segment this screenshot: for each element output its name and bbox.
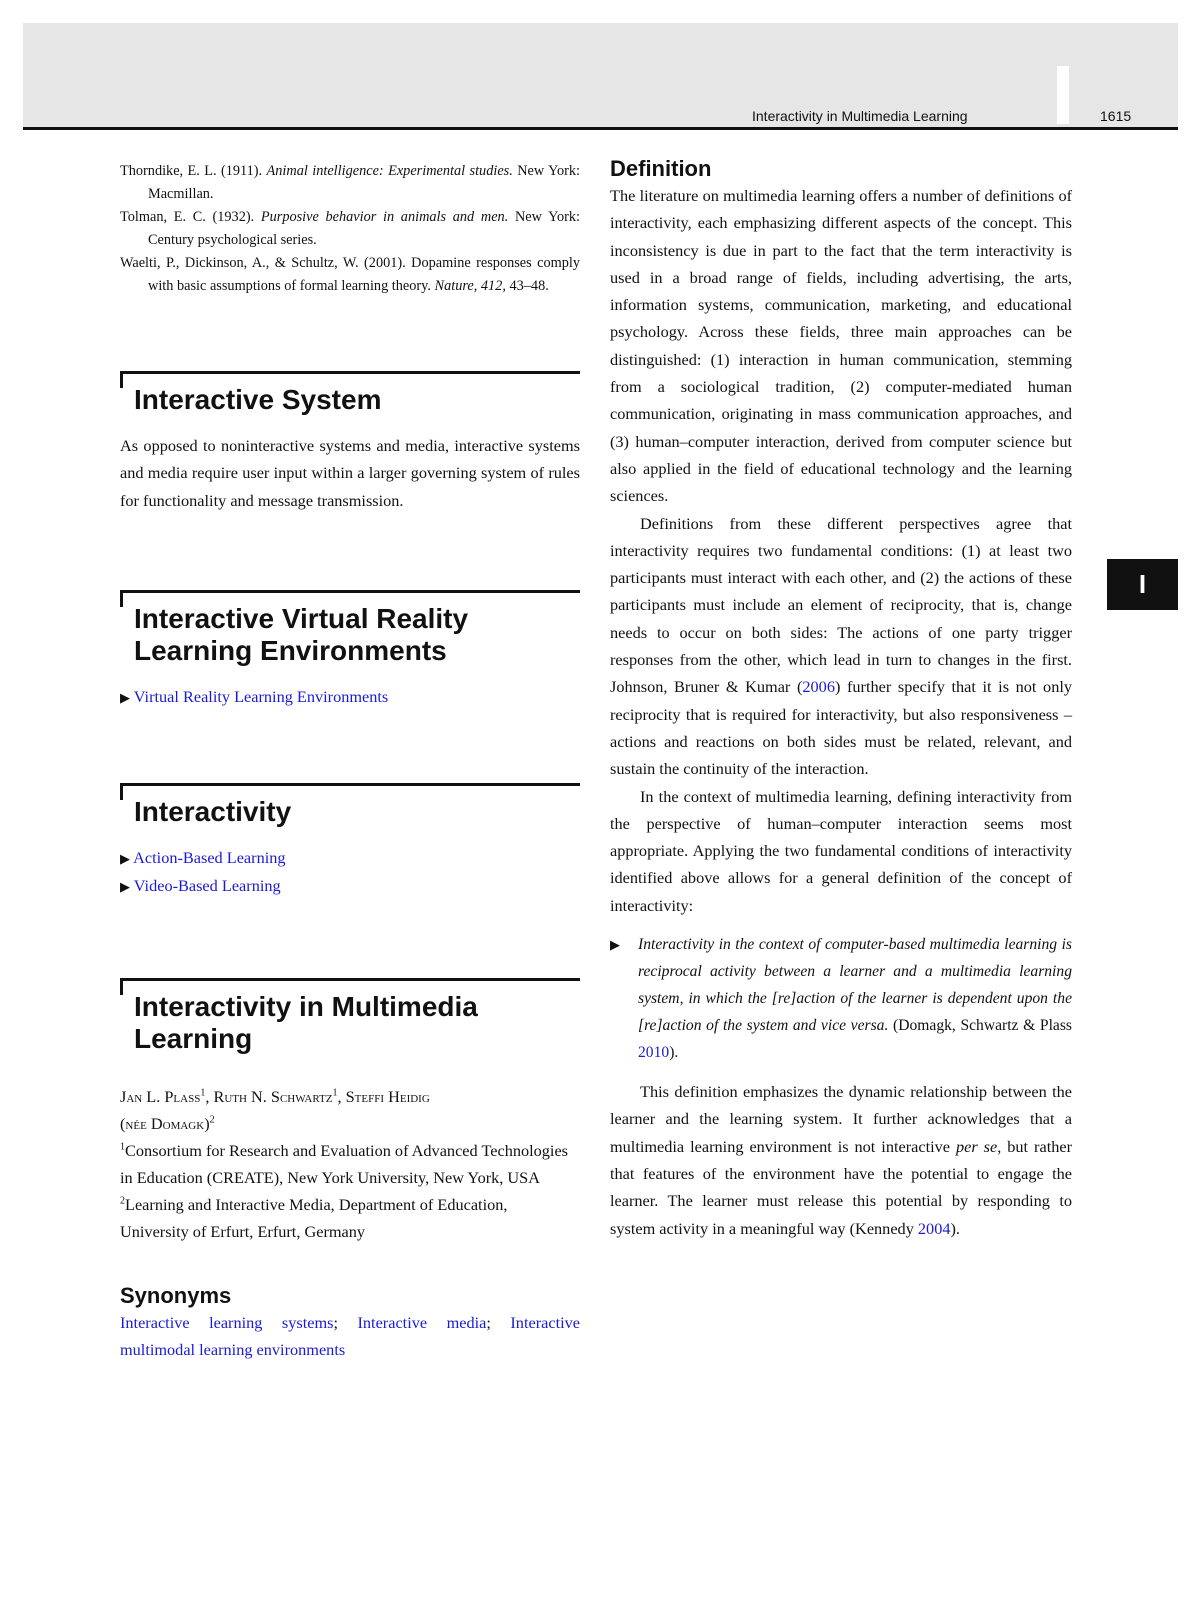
paragraph: This definition emphasizes the dynamic relationship between the learner and the learning system. It further acknowledges that a multimedia learning environment is not interactive per se, but rather that features of the environment have the potential to engage the learner. The learner must release this potential by responding to system activity in a meaningful way (Kennedy 2004). [610,1082,1073,1238]
reference-item: Tolman, E. C. (1932). Purposive behavior in animals and men. New York: Century psychological series. [120,209,581,248]
section-rule [120,978,580,981]
entry-title: Interactive System [134,384,382,415]
paragraph: The literature on multimedia learning offers a number of definitions of interactivity, each emphasizing different aspects of the concept. This inconsistency is due in part to the fact that the term interactivity is used in a broad range of fields, including advertising, the arts, information systems, communication, marketing, and educational psychology. Across these fields, three main approaches can be distinguished: (1) interaction in human communication, stemming from a sociological tradition, (2) computer-mediated human communication, originating in mass communication approaches, and (3) human–computer interaction, derived from computer science but also applied in the field of educational technology and the learning sciences. [610,186,1072,506]
xref-link[interactable]: Video-Based Learning [133,875,281,895]
entry-header-interactive-system [120,371,580,416]
section-tick [120,371,123,388]
synonym-link[interactable]: Interactive learning systems [120,1312,334,1332]
cross-reference [120,683,580,711]
triangle-bullet-icon: ▶ [610,937,620,953]
cross-reference [120,844,580,872]
author-list: Jan L. Plass$^1$, Ruth N. Schwartz$^1$, Steffi Heidig (née Domagk)$^2$ [120,1086,430,1133]
synonym-link[interactable]: Interactive multimodal learning environments [120,1312,580,1360]
definition-heading: Definition [610,156,712,181]
header-rule [23,127,1178,130]
synonym-link[interactable]: Interactive media [357,1312,487,1332]
xref-link[interactable]: Virtual Reality Learning Environments [133,686,389,706]
entry-body: As opposed to noninteractive systems and media, interactive systems and media require user input within a larger governing system of rules for functionality and message transmission. [120,436,580,510]
citation-link[interactable]: 2010 [638,1044,670,1062]
synonyms-list: Interactive learning systems; Interactive media; Interactive multimodal learning environments [120,1312,580,1360]
section-rule [120,371,580,374]
cross-reference [120,872,580,900]
paragraph: Definitions from these different perspectives agree that interactivity requires two fundamental conditions: (1) at least two participants must interact with each other, and (2) the actions of these participants must include an element of reciprocity, that is, change needs to occur on both sides: The actions of one party trigger responses from the other, which lead in turn to changes in the first. Johnson, Bruner & Kumar (2006) further specify that it is not only reciprocity that is required for interactivity, but also responsiveness – actions and reactions on both sides must be related, relevant, and sustain the continuity of the interaction. [610,513,1073,779]
left-column [120,160,580,1363]
entry-title: Interactivity in Multimedia Learning [134,990,478,1054]
entry-header-interactivity [120,783,580,828]
running-title: Interactivity in Multimedia Learning [752,108,968,124]
right-column [610,156,1073,1242]
definition-quote: ▶ Interactivity in the context of computer-based multimedia learning is reciprocal activity between a learner and a multimedia learning system, in which the [re]action of the learner is dependent upon the [re]action of the system and vice versa. (Domagk, Schwartz & Plass 2010). [610,931,1072,1066]
entry-header-ivrle [120,590,580,667]
section-rule [120,590,580,593]
synonyms-heading: Synonyms [120,1282,232,1308]
section-tick [120,783,123,800]
triangle-bullet-icon: ▶ [120,850,130,866]
citation-link[interactable]: 2006 [802,677,835,697]
section-tick [120,978,123,995]
xref-link[interactable]: Action-Based Learning [133,847,286,867]
page-number: 1615 [1100,108,1132,124]
triangle-bullet-icon: ▶ [120,689,130,705]
citation-link[interactable]: 2004 [917,1218,951,1238]
section-rule [120,783,580,786]
paragraph: In the context of multimedia learning, defining interactivity from the perspective of human–computer interaction seems most appropriate. Applying the two fundamental conditions of interactivity identified above allows for a general definition of the concept of interactivity: [610,786,1072,915]
header-band [23,23,1178,127]
entry-title: Interactive Virtual Reality Learning Environments [134,602,469,666]
header-decor-block [1057,66,1069,124]
entry-title: Interactivity [134,795,292,827]
entry-header-iml [120,978,580,1055]
reference-item: Thorndike, E. L. (1911). Animal intelligence: Experimental studies. New York: Macmillan. [120,163,581,202]
section-tick [120,590,123,607]
affiliation: $^2$Learning and Interactive Media, Department of Education, University of Erfurt, Erfurt, Germany [120,1194,508,1241]
reference-item: Waelti, P., Dickinson, A., & Schultz, W. (2001). Dopamine responses comply with basic assumptions of formal learning theory. Nature, 412, 43–48. [120,255,580,294]
affiliation: $^1$Consortium for Research and Evaluation of Advanced Technologies in Education (CREATE), New York University, New York, USA [120,1140,569,1187]
thumb-index-tab: I [1107,559,1178,610]
reference-list [120,160,580,298]
triangle-bullet-icon: ▶ [120,878,130,894]
